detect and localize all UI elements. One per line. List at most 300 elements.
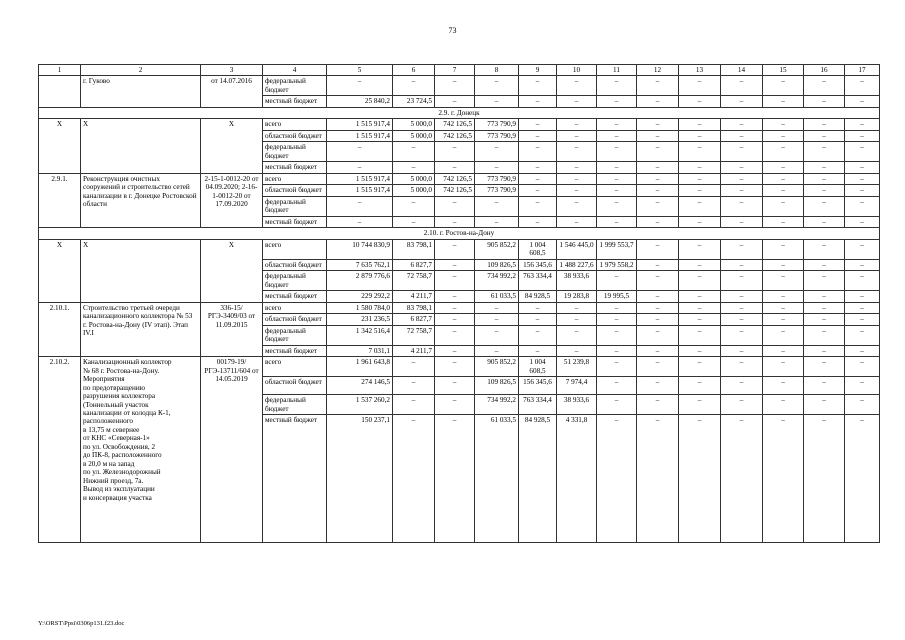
- value-cell: –: [519, 345, 557, 356]
- value-cell: –: [763, 130, 804, 141]
- value-cell: 5 000,0: [393, 130, 435, 141]
- column-number-header: 10: [557, 65, 597, 76]
- header-row: [39, 65, 880, 76]
- value-cell: –: [557, 130, 597, 141]
- value-cell: –: [557, 96, 597, 107]
- value-cell: –: [763, 216, 804, 227]
- value-cell: –: [763, 119, 804, 130]
- column-number-header: 13: [679, 65, 721, 76]
- value-cell: –: [845, 142, 880, 162]
- value-cell: –: [679, 239, 721, 259]
- value-cell: 742 126,5: [435, 173, 475, 184]
- value-cell: –: [519, 119, 557, 130]
- value-cell: –: [763, 395, 804, 415]
- item-name-line: разрушения коллектора: [83, 392, 156, 401]
- value-cell: –: [597, 415, 637, 543]
- value-cell: –: [721, 291, 763, 302]
- funding-source: федеральный бюджет: [263, 196, 327, 216]
- value-cell: 150 237,1: [327, 415, 393, 543]
- value-cell: –: [763, 96, 804, 107]
- value-cell: –: [804, 271, 845, 291]
- value-cell: 5 000,0: [393, 173, 435, 184]
- value-cell: –: [637, 216, 679, 227]
- value-cell: –: [721, 185, 763, 196]
- value-cell: 2 879 776,6: [327, 271, 393, 291]
- value-cell: 1 979 558,2: [597, 259, 637, 270]
- value-cell: –: [845, 119, 880, 130]
- value-cell: –: [804, 173, 845, 184]
- value-cell: –: [637, 395, 679, 415]
- value-cell: –: [679, 142, 721, 162]
- value-cell: –: [763, 259, 804, 270]
- value-cell: –: [845, 239, 880, 259]
- column-number-header: 16: [804, 65, 845, 76]
- value-cell: –: [845, 173, 880, 184]
- value-cell: –: [557, 314, 597, 325]
- value-cell: –: [679, 325, 721, 345]
- value-cell: –: [327, 196, 393, 216]
- item-2-10-1-row: [39, 302, 880, 313]
- value-cell: –: [679, 119, 721, 130]
- value-cell: –: [519, 216, 557, 227]
- value-cell: –: [637, 302, 679, 313]
- value-cell: 773 790,9: [475, 185, 519, 196]
- value-cell: 742 126,5: [435, 119, 475, 130]
- item-name: [81, 357, 201, 543]
- value-cell: –: [557, 76, 597, 96]
- funding-source: всего: [263, 357, 327, 377]
- value-cell: –: [637, 377, 679, 395]
- value-cell: –: [721, 142, 763, 162]
- item-name-line: от КНС «Северная-1»: [83, 434, 150, 443]
- section-title: 2.10. г. Ростов-на-Дону: [39, 228, 880, 239]
- funding-source: местный бюджет: [263, 415, 327, 543]
- value-cell: –: [435, 291, 475, 302]
- value-cell: –: [804, 325, 845, 345]
- value-cell: –: [763, 314, 804, 325]
- item-name-line: Мероприятия: [83, 375, 125, 384]
- value-cell: –: [435, 302, 475, 313]
- value-cell: –: [637, 76, 679, 96]
- funding-source: областной бюджет: [263, 314, 327, 325]
- column-number-header: 4: [263, 65, 327, 76]
- value-cell: 1 004 608,5: [519, 239, 557, 259]
- value-cell: –: [804, 119, 845, 130]
- value-cell: –: [845, 162, 880, 173]
- value-cell: –: [597, 119, 637, 130]
- item-name-line: в 20,0 м на запад: [83, 459, 135, 468]
- item-name-line: по ул. Железнодорожный: [83, 468, 161, 477]
- value-cell: –: [845, 415, 880, 543]
- value-cell: 274 146,5: [327, 377, 393, 395]
- value-cell: –: [763, 415, 804, 543]
- value-cell: –: [804, 130, 845, 141]
- value-cell: 25 840,2: [327, 96, 393, 107]
- value-cell: –: [435, 239, 475, 259]
- value-cell: 1 342 516,4: [327, 325, 393, 345]
- value-cell: 38 933,6: [557, 271, 597, 291]
- value-cell: –: [845, 291, 880, 302]
- value-cell: 84 928,5: [519, 291, 557, 302]
- value-cell: –: [845, 185, 880, 196]
- value-cell: –: [679, 96, 721, 107]
- value-cell: 1 999 553,7: [597, 239, 637, 259]
- section-title: 2.9. г. Донецк: [39, 107, 880, 118]
- funding-source: областной бюджет: [263, 259, 327, 270]
- gukovo-row: [39, 76, 880, 96]
- value-cell: –: [637, 142, 679, 162]
- item-number: 2.10.1.: [39, 302, 81, 356]
- value-cell: –: [435, 162, 475, 173]
- value-cell: –: [763, 196, 804, 216]
- item-name-line: по предотвращению: [83, 383, 146, 392]
- value-cell: –: [475, 76, 519, 96]
- value-cell: –: [721, 325, 763, 345]
- funding-source: областной бюджет: [263, 130, 327, 141]
- value-cell: –: [721, 216, 763, 227]
- value-cell: –: [763, 239, 804, 259]
- value-cell: –: [845, 216, 880, 227]
- value-cell: –: [721, 314, 763, 325]
- value-cell: –: [679, 196, 721, 216]
- value-cell: –: [519, 302, 557, 313]
- value-cell: –: [763, 185, 804, 196]
- item-name-line: и консервация участка: [83, 493, 152, 502]
- item-number: 2.9.1.: [39, 173, 81, 227]
- value-cell: 156 345,6: [519, 377, 557, 395]
- value-cell: 72 758,7: [393, 271, 435, 291]
- value-cell: 763 334,4: [519, 271, 557, 291]
- value-cell: 6 827,7: [393, 259, 435, 270]
- value-cell: 10 744 830,9: [327, 239, 393, 259]
- value-cell: –: [597, 173, 637, 184]
- value-cell: –: [597, 314, 637, 325]
- funding-source: местный бюджет: [263, 162, 327, 173]
- value-cell: 5 000,0: [393, 185, 435, 196]
- document-ref: Х: [201, 239, 263, 302]
- value-cell: 61 033,5: [475, 415, 519, 543]
- value-cell: –: [597, 357, 637, 377]
- value-cell: –: [721, 130, 763, 141]
- value-cell: –: [845, 96, 880, 107]
- value-cell: –: [327, 162, 393, 173]
- value-cell: 1 580 784,0: [327, 302, 393, 313]
- value-cell: –: [557, 162, 597, 173]
- value-cell: –: [637, 239, 679, 259]
- value-cell: –: [435, 415, 475, 543]
- value-cell: –: [393, 377, 435, 395]
- value-cell: –: [721, 415, 763, 543]
- value-cell: –: [721, 162, 763, 173]
- value-cell: –: [519, 314, 557, 325]
- value-cell: –: [679, 259, 721, 270]
- value-cell: –: [597, 96, 637, 107]
- document-ref: от 14.07.2016: [201, 76, 263, 107]
- value-cell: –: [637, 314, 679, 325]
- value-cell: –: [475, 142, 519, 162]
- value-cell: 905 852,2: [475, 357, 519, 377]
- value-cell: –: [393, 395, 435, 415]
- value-cell: 1 515 917,4: [327, 130, 393, 141]
- item-name-line: до ПК-8, расположенного: [83, 451, 162, 460]
- value-cell: –: [804, 185, 845, 196]
- value-cell: –: [475, 325, 519, 345]
- value-cell: –: [327, 76, 393, 96]
- value-cell: –: [763, 173, 804, 184]
- item-2-10-2-row: [39, 357, 880, 377]
- value-cell: –: [804, 395, 845, 415]
- value-cell: –: [679, 302, 721, 313]
- value-cell: –: [597, 377, 637, 395]
- value-cell: 7 635 762,1: [327, 259, 393, 270]
- value-cell: 83 798,1: [393, 302, 435, 313]
- budget-table: [38, 64, 880, 543]
- value-cell: –: [475, 302, 519, 313]
- value-cell: –: [475, 216, 519, 227]
- value-cell: –: [597, 216, 637, 227]
- value-cell: 1 515 917,4: [327, 185, 393, 196]
- value-cell: –: [637, 271, 679, 291]
- value-cell: –: [435, 96, 475, 107]
- document-ref: 336-15/РГЭ-3409/03 от 11.09.2015: [201, 302, 263, 356]
- item-name: г. Гуково: [81, 76, 201, 107]
- value-cell: –: [435, 325, 475, 345]
- document-ref: 2-15-1-0012-20 от 04.09.2020; 2-16-1-0012-20 от 17.09.2020: [201, 173, 263, 227]
- funding-source: федеральный бюджет: [263, 142, 327, 162]
- value-cell: 7 031,1: [327, 345, 393, 356]
- value-cell: –: [597, 302, 637, 313]
- donetsk-total-row: [39, 119, 880, 130]
- value-cell: –: [679, 415, 721, 543]
- item-name: Реконструкция очистных сооружений и строительство сетей канализации в г. Донецке Ростовской области: [81, 173, 201, 227]
- item-name-line: Вывод из эксплуатации: [83, 485, 155, 494]
- value-cell: –: [845, 271, 880, 291]
- value-cell: 1 515 917,4: [327, 119, 393, 130]
- value-cell: –: [637, 415, 679, 543]
- value-cell: –: [763, 345, 804, 356]
- value-cell: –: [804, 357, 845, 377]
- value-cell: –: [557, 325, 597, 345]
- value-cell: –: [327, 216, 393, 227]
- value-cell: –: [597, 142, 637, 162]
- value-cell: –: [845, 130, 880, 141]
- value-cell: –: [519, 76, 557, 96]
- value-cell: –: [804, 196, 845, 216]
- value-cell: –: [804, 345, 845, 356]
- item-name: Строительство третьей очереди канализационного коллектора № 53 г. Ростова-на-Дону (IV этап). Этап IV.I: [81, 302, 201, 356]
- value-cell: –: [557, 216, 597, 227]
- value-cell: –: [679, 162, 721, 173]
- value-cell: –: [597, 76, 637, 96]
- item-name-line: (Тоннельный участок: [83, 400, 149, 409]
- value-cell: –: [597, 196, 637, 216]
- column-number-header: 7: [435, 65, 475, 76]
- value-cell: –: [679, 271, 721, 291]
- value-cell: –: [721, 173, 763, 184]
- value-cell: –: [435, 377, 475, 395]
- value-cell: –: [393, 216, 435, 227]
- item-name-line: канализации от колодца К-1,: [83, 408, 171, 417]
- value-cell: –: [637, 162, 679, 173]
- value-cell: –: [475, 162, 519, 173]
- value-cell: –: [804, 142, 845, 162]
- value-cell: –: [519, 96, 557, 107]
- value-cell: 5 000,0: [393, 119, 435, 130]
- value-cell: –: [557, 185, 597, 196]
- value-cell: 1 004 608,5: [519, 357, 557, 377]
- value-cell: –: [804, 162, 845, 173]
- value-cell: –: [597, 130, 637, 141]
- value-cell: –: [597, 271, 637, 291]
- value-cell: 51 239,8: [557, 357, 597, 377]
- value-cell: –: [679, 185, 721, 196]
- funding-source: федеральный бюджет: [263, 76, 327, 96]
- value-cell: –: [679, 377, 721, 395]
- column-number-header: 9: [519, 65, 557, 76]
- column-number-header: 5: [327, 65, 393, 76]
- value-cell: 109 826,5: [475, 259, 519, 270]
- value-cell: –: [435, 271, 475, 291]
- funding-source: всего: [263, 239, 327, 259]
- value-cell: –: [679, 173, 721, 184]
- value-cell: –: [679, 314, 721, 325]
- value-cell: –: [637, 291, 679, 302]
- value-cell: –: [519, 185, 557, 196]
- item-name-line: Канализационный коллектор: [83, 358, 172, 367]
- value-cell: 19 995,5: [597, 291, 637, 302]
- value-cell: –: [557, 345, 597, 356]
- value-cell: 773 790,9: [475, 130, 519, 141]
- value-cell: –: [393, 196, 435, 216]
- value-cell: 734 992,2: [475, 395, 519, 415]
- value-cell: 4 211,7: [393, 291, 435, 302]
- value-cell: –: [435, 357, 475, 377]
- value-cell: –: [475, 314, 519, 325]
- value-cell: 1 537 260,2: [327, 395, 393, 415]
- value-cell: –: [845, 196, 880, 216]
- item-name-line: по ул. Освобождения, 2: [83, 442, 156, 451]
- value-cell: 4 331,8: [557, 415, 597, 543]
- value-cell: –: [763, 271, 804, 291]
- value-cell: 83 798,1: [393, 239, 435, 259]
- value-cell: –: [763, 142, 804, 162]
- value-cell: 72 758,7: [393, 325, 435, 345]
- item-name-line: № 68 г. Ростова-на-Дону.: [83, 366, 160, 375]
- value-cell: –: [435, 395, 475, 415]
- item-name-line: в 13,75 м севернее: [83, 425, 140, 434]
- value-cell: –: [804, 377, 845, 395]
- value-cell: –: [435, 142, 475, 162]
- value-cell: –: [845, 395, 880, 415]
- value-cell: 229 292,2: [327, 291, 393, 302]
- value-cell: –: [804, 216, 845, 227]
- value-cell: –: [597, 395, 637, 415]
- value-cell: –: [435, 216, 475, 227]
- item-number: Х: [39, 239, 81, 302]
- value-cell: –: [557, 119, 597, 130]
- value-cell: –: [679, 357, 721, 377]
- value-cell: –: [475, 345, 519, 356]
- funding-source: федеральный бюджет: [263, 325, 327, 345]
- value-cell: –: [637, 357, 679, 377]
- column-number-header: 12: [637, 65, 679, 76]
- value-cell: 1 546 445,0: [557, 239, 597, 259]
- value-cell: –: [393, 142, 435, 162]
- funding-source: федеральный бюджет: [263, 395, 327, 415]
- value-cell: –: [763, 162, 804, 173]
- column-number-header: 15: [763, 65, 804, 76]
- value-cell: –: [597, 345, 637, 356]
- value-cell: –: [804, 415, 845, 543]
- value-cell: –: [679, 291, 721, 302]
- value-cell: –: [804, 96, 845, 107]
- value-cell: –: [721, 271, 763, 291]
- value-cell: –: [721, 377, 763, 395]
- value-cell: –: [804, 76, 845, 96]
- value-cell: –: [845, 345, 880, 356]
- value-cell: 6 827,7: [393, 314, 435, 325]
- value-cell: –: [519, 173, 557, 184]
- column-number-header: 1: [39, 65, 81, 76]
- value-cell: 1 515 917,4: [327, 173, 393, 184]
- value-cell: 109 826,5: [475, 377, 519, 395]
- value-cell: –: [679, 395, 721, 415]
- column-number-header: 8: [475, 65, 519, 76]
- value-cell: 19 283,8: [557, 291, 597, 302]
- value-cell: –: [519, 325, 557, 345]
- funding-source: всего: [263, 119, 327, 130]
- value-cell: –: [557, 173, 597, 184]
- value-cell: –: [637, 185, 679, 196]
- section-row: [39, 228, 880, 239]
- value-cell: –: [845, 357, 880, 377]
- value-cell: –: [721, 395, 763, 415]
- value-cell: 734 992,2: [475, 271, 519, 291]
- value-cell: –: [679, 130, 721, 141]
- funding-source: местный бюджет: [263, 345, 327, 356]
- value-cell: 38 933,6: [557, 395, 597, 415]
- value-cell: –: [845, 377, 880, 395]
- value-cell: –: [721, 96, 763, 107]
- value-cell: 156 345,6: [519, 259, 557, 270]
- funding-source: местный бюджет: [263, 216, 327, 227]
- value-cell: –: [519, 130, 557, 141]
- value-cell: 742 126,5: [435, 185, 475, 196]
- item-2-9-1-row: [39, 173, 880, 184]
- column-number-header: 3: [201, 65, 263, 76]
- funding-source: местный бюджет: [263, 291, 327, 302]
- column-number-header: 11: [597, 65, 637, 76]
- value-cell: –: [804, 239, 845, 259]
- value-cell: 84 928,5: [519, 415, 557, 543]
- value-cell: –: [557, 302, 597, 313]
- file-path-footer: Y:\ORST\Ppsi\0306p131.f23.doc: [38, 620, 125, 627]
- value-cell: –: [637, 130, 679, 141]
- value-cell: –: [763, 357, 804, 377]
- section-row: [39, 107, 880, 118]
- value-cell: –: [393, 162, 435, 173]
- value-cell: –: [845, 314, 880, 325]
- value-cell: –: [721, 302, 763, 313]
- value-cell: –: [597, 325, 637, 345]
- value-cell: –: [435, 196, 475, 216]
- value-cell: –: [763, 76, 804, 96]
- value-cell: –: [845, 76, 880, 96]
- funding-source: федеральный бюджет: [263, 271, 327, 291]
- funding-source: областной бюджет: [263, 185, 327, 196]
- value-cell: –: [393, 415, 435, 543]
- value-cell: –: [721, 76, 763, 96]
